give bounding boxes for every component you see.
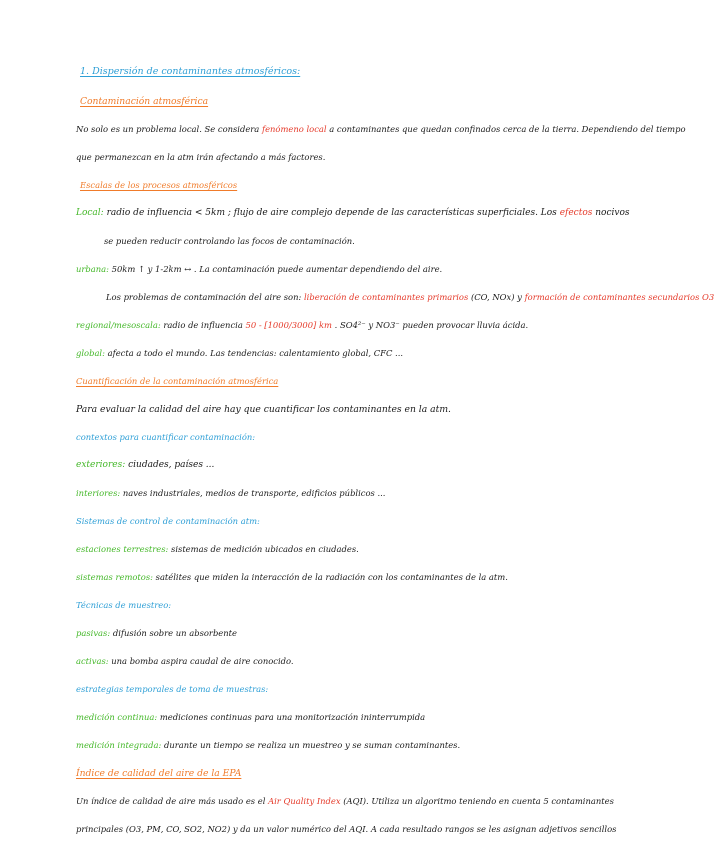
text-segment: Un índice de calidad de aire más usado es el xyxy=(76,796,266,806)
term-range: 50 - [1000/3000] km xyxy=(245,320,332,330)
term-fenomeno-local: fenómeno local xyxy=(261,124,327,134)
term-remotos: sistemas remotos: xyxy=(76,572,153,582)
term-continua: medición continua: xyxy=(76,712,158,722)
term-integrada: medición integrada: xyxy=(76,740,162,750)
scale-global xyxy=(76,348,403,358)
scale-local xyxy=(76,208,630,218)
term-regional: regional/mesoscala: xyxy=(76,320,161,330)
term-primarios: liberación de contaminantes primarios xyxy=(303,292,469,302)
section-heading-escalas: Escalas de los procesos atmosféricos xyxy=(80,180,238,190)
context-exteriores xyxy=(76,460,214,470)
term-global: global: xyxy=(76,348,105,358)
text-segment: radio de influencia < 5km ; flujo de aire complejo depende de las características superficiales. Los xyxy=(106,208,557,218)
text-segment: nocivos xyxy=(595,208,630,218)
text-segment: sistemas de medición ubicados en ciudades. xyxy=(171,544,359,554)
text-segment: afecta a todo el mundo. Las tendencias: calentamiento global, CFC ... xyxy=(107,348,404,358)
text-segment: durante un tiempo se realiza un muestreo y se suman contaminantes. xyxy=(164,740,461,750)
text-segment: No solo es un problema local. Se considera xyxy=(76,124,260,134)
page-title: 1. Dispersión de contaminantes atmosféricos: xyxy=(80,66,301,77)
scale-regional xyxy=(76,320,528,330)
term-pasivas: pasivas: xyxy=(76,628,111,638)
aqi-line-2: principales (O3, PM, CO, SO2, NO2) y da un valor numérico del AQI. A cada resultado rangos se les asignan adjetivos sencillos xyxy=(76,824,617,834)
text-segment: (CO, NOx) y xyxy=(470,292,522,302)
system-remotos xyxy=(76,572,508,582)
text-segment: naves industriales, medios de transporte, edificios públicos ... xyxy=(122,488,386,498)
text-segment: satélites que miden la interacción de la radiación con los contaminantes de la atm. xyxy=(155,572,508,582)
paragraph-line-1 xyxy=(76,124,686,134)
section-heading-cuantificacion: Cuantificación de la contaminación atmosférica xyxy=(76,376,279,386)
technique-pasivas xyxy=(76,628,237,638)
scale-urbana xyxy=(76,264,442,274)
term-activas: activas: xyxy=(76,656,109,666)
text-segment: mediciones continuas para una monitorización ininterrumpida xyxy=(159,712,426,722)
section-heading-aqi: Índice de calidad del aire de la EPA xyxy=(76,768,242,779)
scale-local-cont: se pueden reducir controlando las focos de contaminación. xyxy=(104,236,355,246)
text-segment: ciudades, países ... xyxy=(128,460,215,470)
term-exteriores: exteriores: xyxy=(76,460,126,470)
text-segment: Los problemas de contaminación del aire son: xyxy=(106,292,302,302)
system-terrestres xyxy=(76,544,359,554)
subheading-estrategias: estrategias temporales de toma de muestras: xyxy=(76,684,269,694)
aqi-line-1 xyxy=(76,796,614,806)
term-estaciones: estaciones terrestres: xyxy=(76,544,169,554)
cuantificacion-intro: Para evaluar la calidad del aire hay que cuantificar los contaminantes en la atm. xyxy=(76,404,451,415)
term-aqi: Air Quality Index xyxy=(268,796,341,806)
term-interiores: interiores: xyxy=(76,488,121,498)
term-efectos: efectos xyxy=(559,208,593,218)
subheading-sistemas: Sistemas de control de contaminación atm: xyxy=(76,516,260,526)
text-segment: una bomba aspira caudal de aire conocido. xyxy=(111,656,294,666)
urbana-problems xyxy=(106,292,714,302)
text-segment: 50km ↑ y 1-2km ↔ . La contaminación puede aumentar dependiendo del aire. xyxy=(111,264,443,274)
paragraph-line-2: que permanezcan en la atm irán afectando a más factores. xyxy=(76,152,326,162)
text-segment: difusión sobre un absorbente xyxy=(112,628,237,638)
technique-activas xyxy=(76,656,294,666)
subheading-contextos: contextos para cuantificar contaminación: xyxy=(76,432,256,442)
section-heading-contaminacion: Contaminación atmosférica xyxy=(80,96,209,107)
term-secundarios: formación de contaminantes secundarios O3 xyxy=(524,292,714,302)
text-segment: (AQI). Utiliza un algoritmo teniendo en cuenta 5 contaminantes xyxy=(343,796,614,806)
subheading-tecnicas: Técnicas de muestreo: xyxy=(76,600,172,610)
strategy-continua xyxy=(76,712,425,722)
term-local: Local: xyxy=(76,208,104,218)
text-segment: a contaminantes que quedan confinados cerca de la tierra. Dependiendo del tiempo xyxy=(329,124,686,134)
strategy-integrada xyxy=(76,740,460,750)
context-interiores xyxy=(76,488,385,498)
text-segment: radio de influencia xyxy=(163,320,243,330)
term-urbana: urbana: xyxy=(76,264,109,274)
text-segment: . SO4²⁻ y NO3⁻ pueden provocar lluvia ácida. xyxy=(334,320,529,330)
